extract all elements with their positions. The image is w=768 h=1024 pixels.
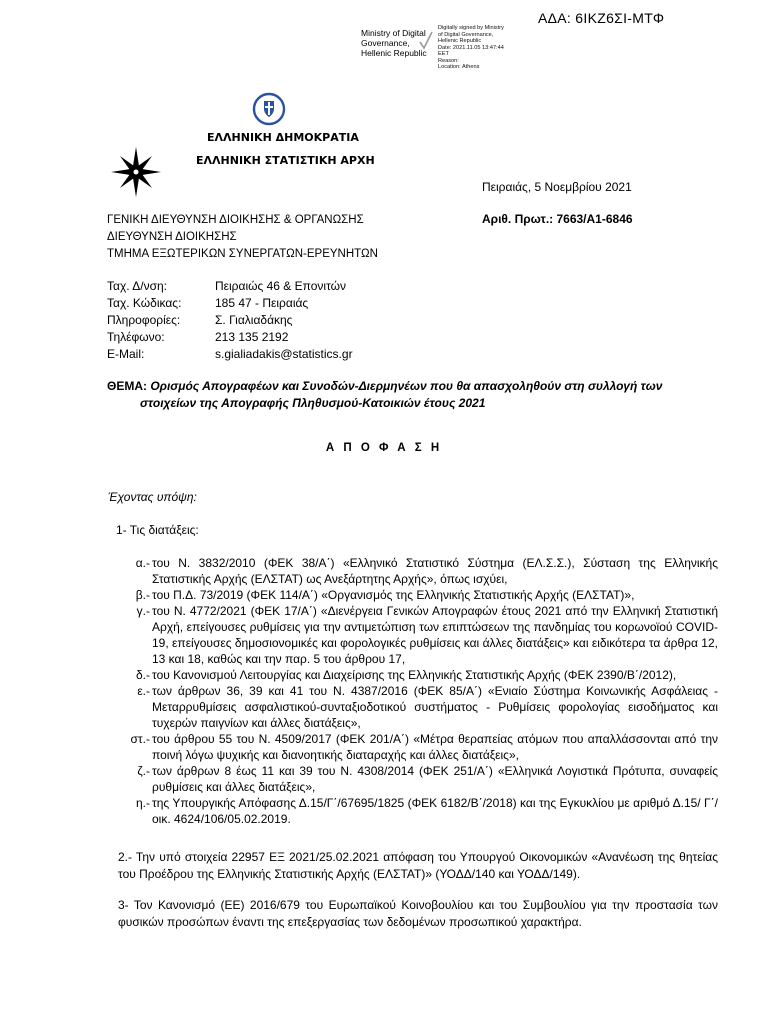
department-line: ΓΕΝΙΚΗ ΔΙΕΥΘΥΝΣΗ ΔΙΟΙΚΗΣΗΣ & ΟΡΓΑΝΩΣΗΣ (107, 214, 364, 226)
signature-details (438, 25, 504, 71)
list-item (128, 795, 718, 827)
contact-value: Πειραιώς 46 & Επονιτών (215, 279, 347, 293)
contact-label: Τηλέφωνο: (107, 330, 165, 344)
decision-title: Α Π Ο Φ Α Σ Η (325, 442, 443, 454)
contact-label: Ταχ. Δ/νση: (107, 279, 168, 293)
subject-text: στοιχείων της Απογραφής Πληθυσμού-Κατοικιών έτους 2021 (140, 396, 486, 410)
list-item-text: της Υπουργικής Απόφασης Δ.15/Γ΄/67695/1825 (ΦΕΚ 6182/Β΄/2018) και της Εγκυκλίου με αριθμό Δ.15/ Γ΄/οικ. 4624/106/05.02.2019. (152, 796, 718, 826)
contact-value: 185 47 - Πειραιάς (215, 296, 309, 310)
signature-detail-line: Location: Athens (438, 64, 480, 70)
signature-detail-line: Date: 2021.11.05 13:47:44 (438, 44, 504, 51)
provisions-list (128, 555, 718, 827)
list-item (128, 603, 718, 667)
considering-heading: Έχοντας υπόψη: (108, 490, 197, 504)
contact-label: Πληροφορίες: (107, 313, 181, 327)
list-item-text: του άρθρου 55 του Ν. 4509/2017 (ΦΕΚ 201/Α΄) «Μέτρα θεραπείας ατόμων που απαλλάσσονται από την ποινή λόγω ψυχικής και διανοητικής διαταραχής και άλλες διατάξεις», (152, 732, 718, 762)
contact-row (107, 312, 353, 329)
department-block (107, 212, 378, 263)
subject-line (107, 395, 707, 412)
list-item-text: των άρθρων 36, 39 και 41 του Ν. 4387/2016 (ΦΕΚ 85/Α΄) «Ενιαίο Σύστημα Κοινωνικής Ασφάλειας - Μεταρρυθμίσεις ασφαλιστικού-συνταξιοδοτικού συστήματος - Ρυθμίσεις φορολογίας εισοδήματος και τυχερών παιγνίων και άλλες διατάξεις», (152, 684, 718, 730)
list-item (128, 683, 718, 731)
contact-email[interactable]: s.gialiadakis@statistics.gr (215, 347, 353, 361)
signature-check-icon (418, 28, 434, 56)
elstat-star-logo-icon (110, 146, 162, 198)
contact-row (107, 278, 353, 295)
signature-detail-line: Hellenic Republic (438, 38, 482, 44)
place-date: Πειραιάς, 5 Νοεμβρίου 2021 (482, 180, 632, 194)
list-item (128, 667, 718, 683)
list-item-marker: α.- (135, 556, 150, 570)
contact-row (107, 346, 353, 363)
list-item-marker: β.- (135, 588, 150, 602)
list-item (128, 763, 718, 795)
signature-org-line: Ministry of Digital (361, 28, 426, 38)
subject-label: ΘΕΜΑ: (107, 379, 147, 393)
section-1-heading: 1- Τις διατάξεις: (116, 523, 199, 537)
signature-org-line: Governance, (361, 38, 410, 48)
contact-block (107, 278, 353, 363)
list-item-text: του Ν. 3832/2010 (ΦΕΚ 38/Α΄) «Ελληνικό Στατιστικό Σύστημα (ΕΛ.Σ.Σ.), Σύσταση της Ελληνικής Στατιστικής Αρχής (ΕΛΣΤΑΤ) ως Ανεξάρτητης Αρχής», όπως ισχύει, (152, 556, 718, 586)
republic-heading: ΕΛΛΗΝΙΚΗ ΔΗΜΟΚΡΑΤΙΑ (207, 131, 359, 144)
signature-org-line: Hellenic Republic (361, 48, 427, 58)
list-item-text: του Π.Δ. 73/2019 (ΦΕΚ 114/Α΄) «Οργανισμός της Ελληνικής Στατιστικής Αρχής (ΕΛΣΤΑΤ)», (152, 588, 635, 602)
signature-detail-line: EET (438, 51, 449, 57)
protocol-number: Αριθ. Πρωτ.: 7663/Α1-6846 (482, 212, 633, 226)
list-item (128, 587, 718, 603)
list-item (128, 731, 718, 763)
department-line: ΔΙΕΥΘΥΝΣΗ ΔΙΟΙΚΗΣΗΣ (107, 231, 237, 243)
list-item-marker: γ.- (136, 604, 150, 618)
contact-label: Ταχ. Κώδικας: (107, 296, 182, 310)
list-item (128, 555, 718, 587)
subject-line (107, 378, 707, 395)
contact-value: 213 135 2192 (215, 330, 289, 344)
contact-value: Σ. Γιαλιαδάκης (215, 313, 293, 327)
list-item-marker: η.- (135, 796, 150, 810)
list-item-marker: δ.- (135, 668, 150, 682)
list-item-text: των άρθρων 8 έως 11 και 39 του Ν. 4308/2014 (ΦΕΚ 251/Α΄) «Ελληνικά Λογιστικά Πρότυπα, συναφείς ρυθμίσεις και άλλες διατάξεις», (152, 764, 718, 794)
list-item-marker: ζ.- (137, 764, 150, 778)
contact-row (107, 295, 353, 312)
list-item-marker: ε.- (137, 684, 150, 698)
department-line: ΤΜΗΜΑ ΕΞΩΤΕΡΙΚΩΝ ΣΥΝΕΡΓΑΤΩΝ-ΕΡΕΥΝΗΤΩΝ (107, 248, 378, 260)
list-item-text: του Κανονισμού Λειτουργίας και Διαχείρισης της Ελληνικής Στατιστικής Αρχής (ΦΕΚ 2390/Β΄/2012), (152, 668, 677, 682)
signature-organization (361, 28, 427, 58)
greek-coat-of-arms-icon (252, 92, 286, 126)
subject-block (107, 378, 707, 412)
subject-text: Ορισμός Απογραφέων και Συνοδών-Διερμηνέων που θα απασχοληθούν στη συλλογή των (150, 379, 663, 393)
signature-detail-line: Digitally signed by Ministry (438, 25, 504, 31)
contact-row (107, 329, 353, 346)
section-3-paragraph: 3- Τον Κανονισμό (ΕΕ) 2016/679 του Ευρωπαϊκού Κοινοβουλίου και του Συμβουλίου για την προστασία των φυσικών προσώπων έναντι της επεξεργασίας των δεδομένων προσωπικού χαρακτήρα. (118, 898, 718, 929)
list-item-marker: στ.- (130, 732, 150, 746)
signature-detail-line: of Digital Governance, (438, 31, 494, 38)
authority-heading: ΕΛΛΗΝΙΚΗ ΣΤΑΤΙΣΤΙΚΗ ΑΡΧΗ (196, 154, 375, 167)
list-item-text: του Ν. 4772/2021 (ΦΕΚ 17/Α΄) «Διενέργεια Γενικών Απογραφών έτους 2021 από την Ελληνική Στατιστική Αρχή, επείγουσες ρυθμίσεις για την αντιμετώπιση των επιπτώσεων της πανδημίας του κορωνοϊού COVID-19, επείγουσες δημοσιονομικές και φορολογικές ρυθμίσεις και άλλες διατάξεις» και ειδικότερα τα άρθρα 12, 13 και 18, καθώς και την παρ. 5 του άρθρου 17, (152, 604, 718, 666)
signature-detail-line: Reason: (438, 57, 459, 64)
section-2-paragraph: 2.- Την υπό στοιχεία 22957 ΕΞ 2021/25.02.2021 απόφαση του Υπουργού Οικονομικών «Ανανέωση της θητείας του Προέδρου της Ελληνικής Στατιστικής Αρχής (ΕΛΣΤΑΤ)» (ΥΟΔΔ/140 και ΥΟΔΔ/149). (118, 850, 718, 881)
contact-label: E-Mail: (107, 347, 145, 361)
ada-code: ΑΔΑ: 6ΙΚΖ6ΣΙ-ΜΤΦ (538, 10, 665, 26)
